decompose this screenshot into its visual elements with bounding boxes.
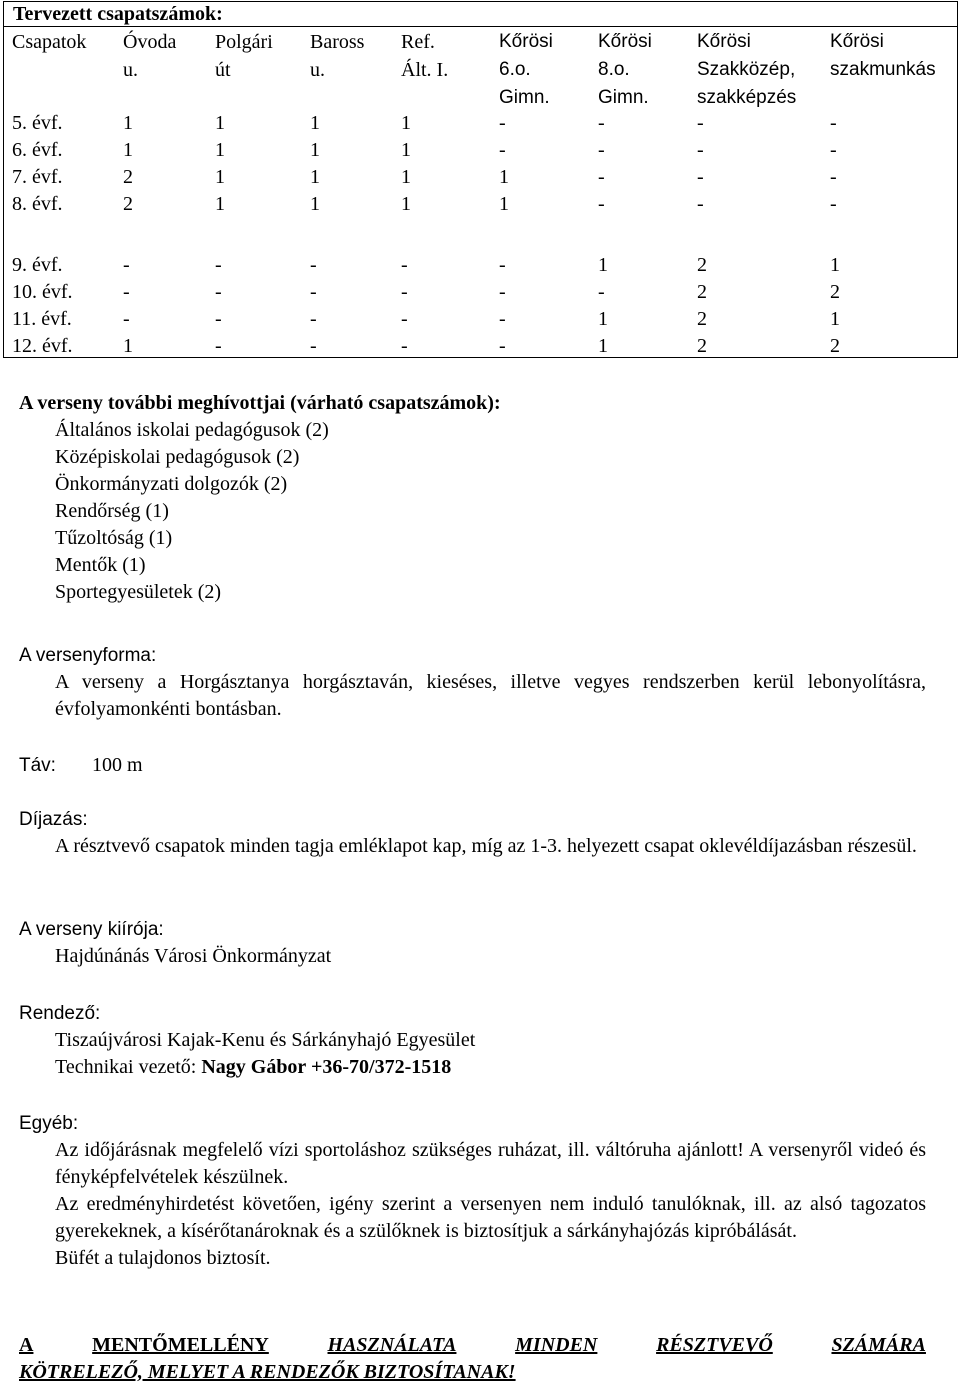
table-row <box>4 276 957 303</box>
table-cell: - <box>830 139 837 161</box>
table-cell: 7. évf. <box>12 166 63 188</box>
table-cell: 1 <box>310 193 320 215</box>
table-cell: - <box>830 166 837 188</box>
notice-word: RÉSZTVEVŐ <box>656 1334 773 1356</box>
table-cell: 1 <box>499 193 509 215</box>
table-cell: - <box>598 166 605 188</box>
table-cell: 12. évf. <box>12 335 73 357</box>
table-cell: - <box>310 281 317 303</box>
table-cell: - <box>499 335 506 357</box>
notice-word: HASZNÁLATA <box>327 1334 457 1356</box>
team-count-table <box>3 1 958 358</box>
table-cell: 1 <box>401 193 411 215</box>
other-paragraph-2: Az eredményhirdetést követően, igény szerint a versenyen nem induló tanulóknak, ill. az alsó tagozatos gyerekeknek, a kísérőtanároknak és a szülőknek is biztosítjuk a sárkányhajózás kipróbálását. <box>55 1193 926 1242</box>
table-cell: - <box>215 308 222 330</box>
table-cell: 1 <box>598 335 608 357</box>
table-cell: - <box>310 254 317 276</box>
table-header-cell: Kőrösi Szakközép, szakképzés <box>697 31 797 108</box>
table-cell: 1 <box>215 112 225 134</box>
table-cell: 8. évf. <box>12 193 63 215</box>
table-cell: 1 <box>830 254 840 276</box>
invitees-heading: A verseny további meghívottjai (várható csapatszámok): <box>19 392 501 414</box>
table-cell: - <box>401 281 408 303</box>
table-cell: 2 <box>830 281 840 303</box>
other-label: Egyéb: <box>19 1113 79 1134</box>
other-paragraph-1: Az időjárásnak megfelelő vízi sportoláshoz szükséges ruházat, ill. váltóruha ajánlott! A versenyről videó és fényképfelvételek készülnek. <box>55 1139 926 1188</box>
table-cell: - <box>697 193 704 215</box>
table-row <box>4 161 957 188</box>
table-cell: - <box>123 281 130 303</box>
table-cell: 2 <box>123 193 133 215</box>
table-cell: 1 <box>123 139 133 161</box>
organizer-label: Rendező: <box>19 1003 101 1024</box>
invitee-item: Önkormányzati dolgozók (2) <box>55 473 288 495</box>
tech-lead-label: Technikai vezető: <box>55 1056 197 1078</box>
table-header-row <box>4 27 957 107</box>
table-cell: - <box>697 112 704 134</box>
table-cell: 1 <box>499 166 509 188</box>
table-cell: 6. évf. <box>12 139 63 161</box>
table-row <box>4 188 957 215</box>
table-cell: 1 <box>310 139 320 161</box>
table-cell: 1 <box>215 166 225 188</box>
table-cell: - <box>401 335 408 357</box>
notice-word: MINDEN <box>515 1334 598 1356</box>
table-cell: - <box>598 193 605 215</box>
notice-line-2: KÖTRELEZŐ, MELYET A RENDEZŐK BIZTOSÍTANAK! <box>19 1361 516 1383</box>
table-spacer-row <box>4 215 957 249</box>
prizes-section <box>19 806 926 860</box>
table-cell: - <box>310 335 317 357</box>
table-cell: 2 <box>830 335 840 357</box>
table-cell: - <box>598 139 605 161</box>
table-cell: - <box>499 308 506 330</box>
organizer-section <box>19 1000 926 1081</box>
table-cell: - <box>215 281 222 303</box>
table-cell: - <box>830 193 837 215</box>
table-row <box>4 303 957 330</box>
table-title: Tervezett csapatszámok: <box>4 2 957 27</box>
announcer-section <box>19 916 926 970</box>
table-cell: - <box>401 308 408 330</box>
notice-line-1 <box>19 1332 926 1359</box>
invitee-item: Általános iskolai pedagógusok (2) <box>55 419 329 441</box>
table-header-cell: Ref. Ált. I. <box>401 31 449 81</box>
invitees-list <box>19 417 926 606</box>
format-section <box>19 642 926 723</box>
table-header-cell: Kőrösi szakmunkás <box>830 31 936 80</box>
table-cell: - <box>123 254 130 276</box>
table-cell: - <box>123 308 130 330</box>
table-cell: 1 <box>123 112 133 134</box>
invitee-item: Középiskolai pedagógusok (2) <box>55 446 300 468</box>
table-header-cell: Csapatok <box>12 31 87 53</box>
table-cell: 2 <box>697 308 707 330</box>
distance-section <box>19 752 926 779</box>
invitee-item: Sportegyesületek (2) <box>55 581 222 603</box>
table-cell: - <box>697 166 704 188</box>
distance-value: 100 m <box>91 754 143 776</box>
tech-lead-value: Nagy Gábor +36-70/372-1518 <box>201 1056 452 1078</box>
other-paragraph-3: Büfét a tulajdonos biztosít. <box>55 1247 271 1269</box>
table-row <box>4 330 957 357</box>
table-cell: 1 <box>123 335 133 357</box>
format-text: A verseny a Horgásztanya horgásztaván, kieséses, illetve vegyes rendszerben kerül lebonyolításra, évfolyamonkénti bontásban. <box>55 671 926 720</box>
announcer-value: Hajdúnánás Városi Önkormányzat <box>55 945 332 967</box>
notice-word: SZÁMÁRA <box>831 1334 926 1356</box>
table-cell: 10. évf. <box>12 281 73 303</box>
table-header-cell: Baross u. <box>310 31 365 81</box>
table-cell: - <box>310 308 317 330</box>
table-cell: - <box>697 139 704 161</box>
table-cell: - <box>499 254 506 276</box>
table-cell: - <box>499 139 506 161</box>
other-section <box>19 1110 926 1272</box>
table-cell: - <box>401 254 408 276</box>
table-cell: - <box>215 254 222 276</box>
table-cell: 2 <box>697 335 707 357</box>
tech-lead-line <box>19 1054 926 1081</box>
table-cell: 9. évf. <box>12 254 63 276</box>
life-vest-notice <box>19 1332 926 1386</box>
table-cell: 1 <box>401 166 411 188</box>
table-cell: 11. évf. <box>12 308 72 330</box>
organizer-value: Tiszaújvárosi Kajak-Kenu és Sárkányhajó Egyesület <box>55 1029 476 1051</box>
table-cell: 1 <box>310 166 320 188</box>
invitee-item: Mentők (1) <box>55 554 146 576</box>
table-cell: - <box>598 281 605 303</box>
table-row <box>4 107 957 134</box>
format-label: A versenyforma: <box>19 645 157 666</box>
table-cell: 2 <box>697 281 707 303</box>
table-header-cell: Kőrösi 8.o. Gimn. <box>598 31 652 108</box>
invitee-item: Tűzoltóság (1) <box>55 527 173 549</box>
table-row <box>4 249 957 276</box>
notice-word: A <box>19 1334 34 1356</box>
table-header-cell: Kőrösi 6.o. Gimn. <box>499 31 553 108</box>
announcer-label: A verseny kiírója: <box>19 919 164 940</box>
table-row <box>4 134 957 161</box>
table-cell: 2 <box>697 254 707 276</box>
invitee-item: Rendőrség (1) <box>55 500 169 522</box>
table-cell: 1 <box>598 254 608 276</box>
table-cell: - <box>499 112 506 134</box>
table-cell: 1 <box>215 193 225 215</box>
prizes-label: Díjazás: <box>19 809 88 830</box>
table-cell: 1 <box>830 308 840 330</box>
table-cell: - <box>215 335 222 357</box>
distance-label: Táv: <box>19 755 56 776</box>
table-cell: 5. évf. <box>12 112 63 134</box>
invitees-section <box>19 390 926 606</box>
table-cell: - <box>830 112 837 134</box>
notice-word: MENTŐMELLÉNY <box>92 1334 269 1356</box>
table-cell: 1 <box>401 139 411 161</box>
table-header-cell: Polgári út <box>215 31 273 81</box>
table-cell: 1 <box>598 308 608 330</box>
table-cell: 1 <box>215 139 225 161</box>
table-header-cell: Óvoda u. <box>123 31 177 81</box>
prizes-text: A résztvevő csapatok minden tagja emléklapot kap, míg az 1-3. helyezett csapat oklevéldíjazásban részesül. <box>55 835 917 857</box>
table-cell: 2 <box>123 166 133 188</box>
table-cell: - <box>598 112 605 134</box>
table-cell: 1 <box>310 112 320 134</box>
table-cell: 1 <box>401 112 411 134</box>
table-cell: - <box>499 281 506 303</box>
